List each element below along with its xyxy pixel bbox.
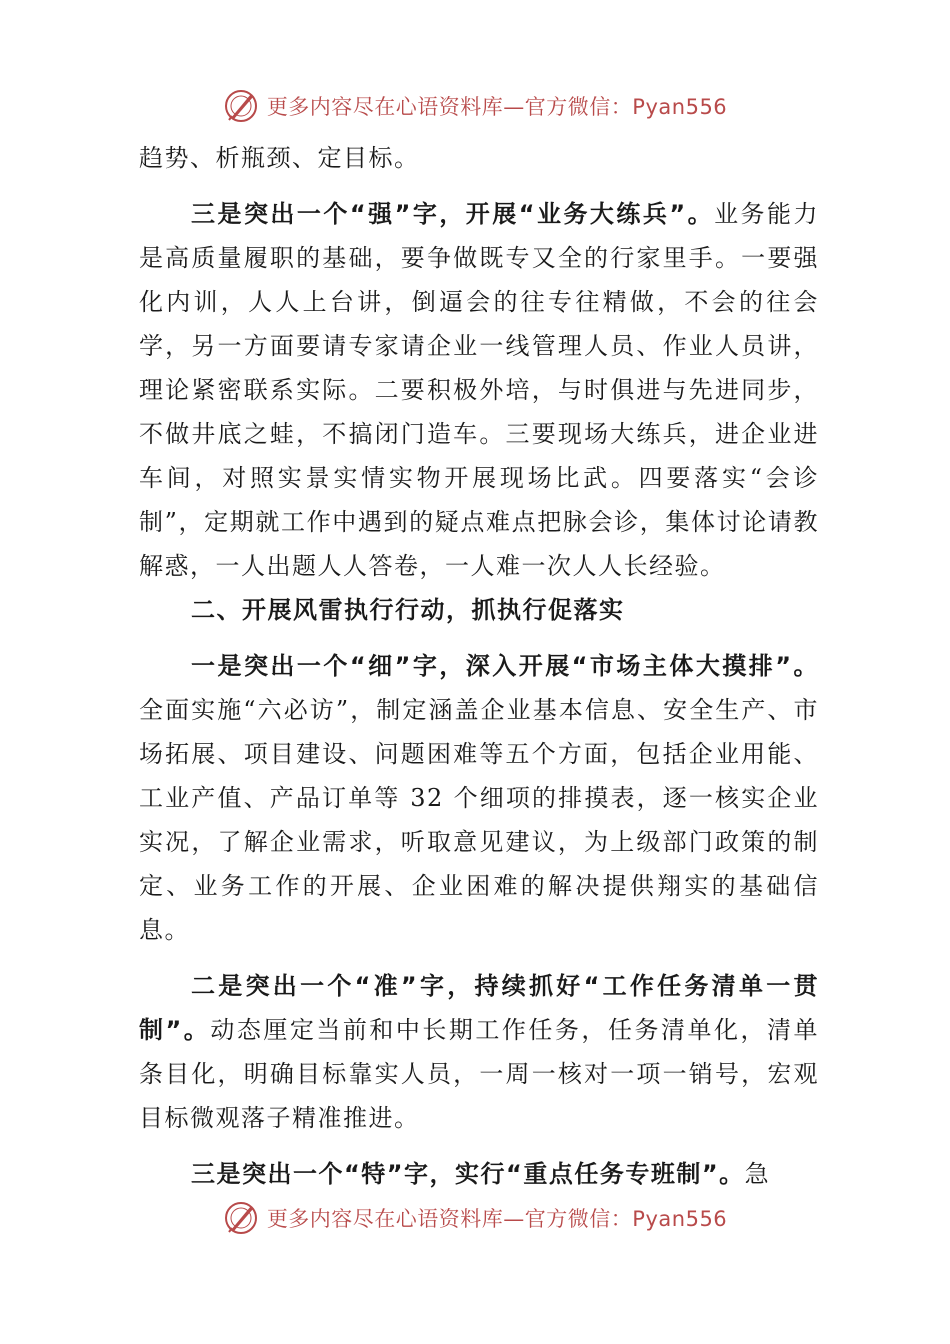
paragraph-task-list [139, 964, 819, 1140]
paragraph-strong-training [139, 192, 819, 588]
paragraph-text: 动态厘定当前和中长期工作任务，任务清单化，清单条目化，明确目标靠实人员，一周一核对一项一销号，宏观目标微观落子精准推进。 [139, 1016, 820, 1132]
paragraph-lead: 三是突出一个“强”字，开展“业务大练兵”。 [191, 200, 715, 228]
footer-banner [0, 1196, 950, 1240]
header-banner [0, 84, 950, 128]
paragraph-special-task [139, 1152, 819, 1196]
paragraph-lead: 二是突出一个“准”字，持续抓好“工作任务清单一贯制”。 [139, 972, 819, 1044]
paragraph-text: 急 [744, 1160, 771, 1188]
paragraph-text: 业务能力是高质量履职的基础，要争做既专又全的行家里手。一要强化内训，人人上台讲，倒逼会的往专往精做，不会的往会学，另一方面要请专家请企业一线管理人员、作业人员讲，理论紧密联系实际。二要积极外培，与时俱进与先进同步，不做井底之蛙，不搞闭门造车。三要现场大练兵，进企业进车间，对照实景实情实物开展现场比武。四要落实“会诊制”，定期就工作中遇到的疑点难点把脉会诊，集体讨论请教解惑，一人出题人人答卷，一人难一次人人长经验。 [139, 200, 820, 580]
paragraph-lead: 一是突出一个“细”字，深入开展“市场主体大摸排”。 [191, 652, 819, 680]
document-body [139, 136, 819, 1196]
paragraph-continuation: 趋势、析瓶颈、定目标。 [139, 144, 420, 172]
paragraph-detail-survey [139, 644, 819, 952]
header-text: 更多内容尽在心语资料库—官方微信：Pyan556 [266, 95, 728, 119]
footer-text: 更多内容尽在心语资料库—官方微信：Pyan556 [266, 1207, 728, 1231]
paragraph-text: 全面实施“六必访”，制定涵盖企业基本信息、安全生产、市场拓展、项目建设、问题困难等五个方面，包括企业用能、工业产值、产品订单等 32 个细项的排摸表，逐一核实企业实况，了解企业需求，听取意见建议，为上级部门政策的制定、业务工作的开展、企业困难的解决提供翔实的基础信息。 [139, 696, 819, 944]
quill-circle-icon [223, 88, 259, 124]
section-heading: 二、开展风雷执行行动，抓执行促落实 [191, 596, 625, 624]
quill-circle-icon [223, 1200, 259, 1236]
paragraph-lead: 三是突出一个“特”字，实行“重点任务专班制”。 [191, 1160, 745, 1188]
